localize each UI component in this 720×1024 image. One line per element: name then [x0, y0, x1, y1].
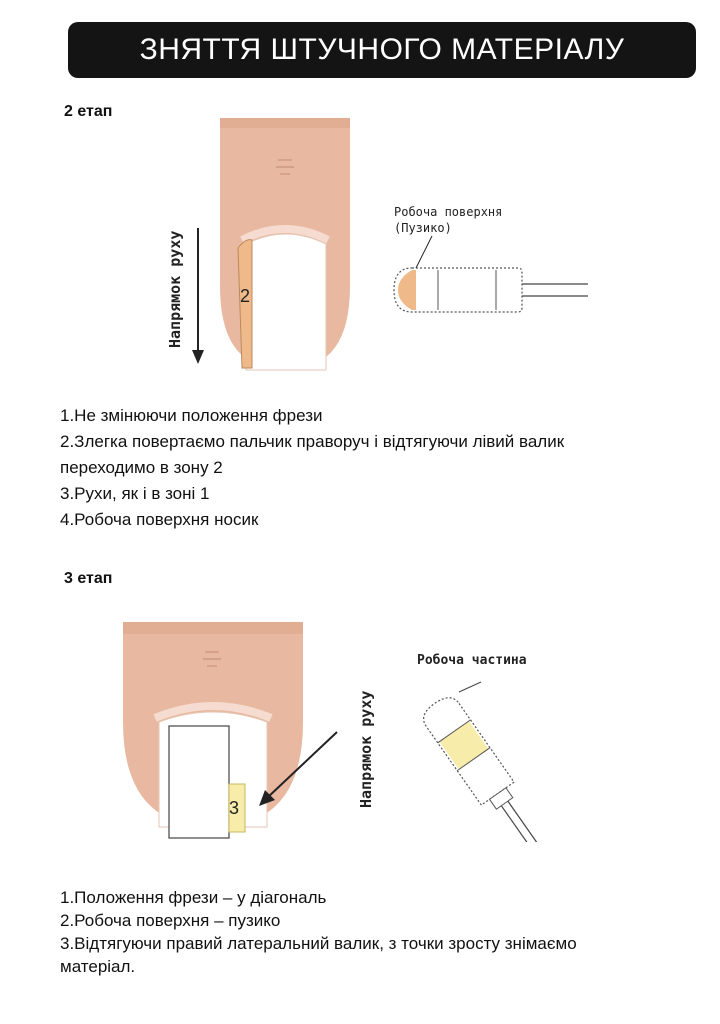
- zone-3-number: 3: [229, 798, 240, 818]
- drill-bit-illustration: [418, 692, 553, 842]
- stage-2-step: 2.Злегка повертаємо пальчик праворуч і відтягуючи лівий валик: [60, 432, 565, 451]
- stage-2-step: 1.Не змінюючи положення фрези: [60, 406, 323, 425]
- drill-bit-illustration: [394, 268, 588, 312]
- page-title: ЗНЯТТЯ ШТУЧНОГО МАТЕРІАЛУ: [139, 33, 625, 66]
- title-banner: [68, 22, 696, 78]
- stage-2-illustration: [150, 118, 610, 380]
- stage-3-step: 2.Робоча поверхня – пузико: [60, 911, 281, 930]
- stage-3-bit-label: Робоча частина: [417, 653, 527, 668]
- stage-2-direction-label: Напрямок руху: [166, 230, 184, 348]
- finger-illustration: [220, 118, 350, 370]
- stage-2-step: 4.Робоча поверхня носик: [60, 510, 259, 529]
- stage-2-bit-label-line1: Робоча поверхня: [394, 205, 503, 219]
- stage-2-step: переходимо в зону 2: [60, 458, 223, 477]
- finger-illustration: [123, 622, 303, 838]
- stage-3-step: 1.Положення фрези – у діагональ: [60, 888, 327, 907]
- stage-3-label: 3 етап: [64, 570, 113, 587]
- stage-2-step: 3.Рухи, як і в зоні 1: [60, 484, 210, 503]
- stage-3-direction-label: Напрямок руху: [357, 690, 375, 808]
- down-arrow-icon: [192, 228, 204, 364]
- stage-2-label: 2 етап: [64, 103, 113, 120]
- stage-3-step: матеріал.: [60, 957, 136, 976]
- zone-2-number: 2: [240, 286, 251, 306]
- stage-3-illustration: [115, 622, 610, 842]
- stage-2-bit-label-line2: (Пузико): [394, 221, 452, 235]
- stage-2-steps: [60, 403, 564, 533]
- stage-3-step: 3.Відтягуючи правий латеральний валик, з точки зросту знімаємо: [60, 934, 577, 953]
- stage-3-steps: [60, 886, 577, 978]
